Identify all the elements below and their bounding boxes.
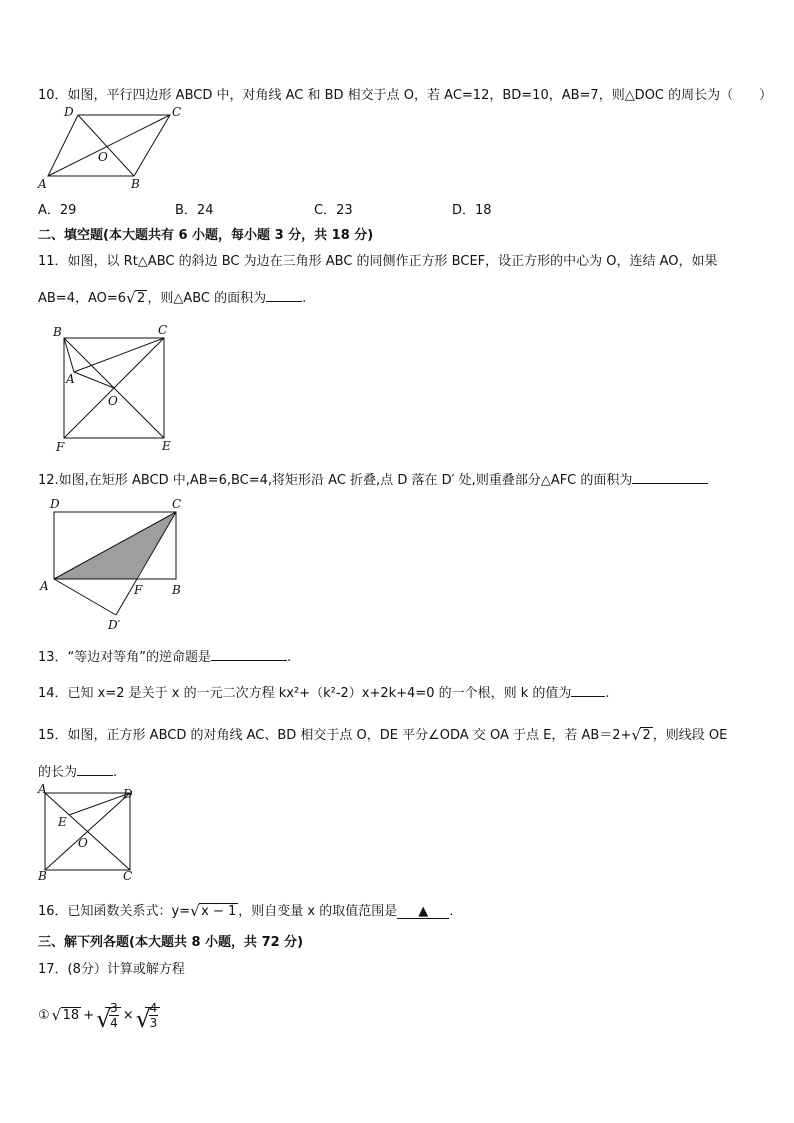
q15-square-figure (36, 784, 142, 884)
q10-label-O: O (98, 150, 108, 164)
q15-line2 (38, 761, 117, 780)
q17-sqrt-18-radicand: 18 (62, 1007, 80, 1023)
q12-text (38, 469, 708, 488)
q17-frac-1-num: 3 (110, 1000, 118, 1015)
q14-text-body: 14．已知 x=2 是关于 x 的一元二次方程 kx²+（k²-2）x+2k+4=0 的一个根，则 k 的值为 (38, 686, 572, 701)
q11-line2-a: AB=4，AO=6 (38, 291, 127, 306)
q10-label-B: B (131, 177, 140, 191)
q17-frac-2-den: 3 (149, 1015, 158, 1030)
q16-sqrt-radicand: x − 1 (201, 904, 237, 919)
q10-text: 10．如图，平行四边形 ABCD 中，对角线 AC 和 BD 相交于点 O，若 AC=12，BD=10，AB=7，则△DOC 的周长为（ ） (38, 88, 773, 103)
q13-end: . (287, 650, 292, 665)
q12-label-B: B (172, 583, 181, 597)
section-3-heading: 三、解下列各题(本大题共 8 小题，共 72 分) (38, 935, 304, 950)
q12-label-A: A (40, 579, 49, 593)
q12-text-body: 12.如图,在矩形 ABCD 中,AB=6,BC=4,将矩形沿 AC 折叠,点 D 落在 D′ 处,则重叠部分△AFC 的面积为 (38, 473, 633, 488)
q12-label-D: D (50, 497, 60, 511)
q16-text (38, 900, 453, 919)
q14-answer-blank[interactable] (571, 684, 605, 697)
q15-line1 (38, 724, 727, 743)
q11-line2-b: ，则△ABC 的面积为 (147, 291, 267, 306)
q15-label-E: E (58, 815, 67, 829)
section-2-heading: 二、填空题(本大题共有 6 小题，每小题 3 分，共 18 分) (38, 228, 374, 243)
q14-end: . (605, 686, 610, 701)
q11-answer-blank[interactable] (266, 289, 302, 302)
q11-label-O: O (108, 394, 118, 408)
q12-label-D-prime: D′ (108, 618, 121, 632)
q15-line1-a: 15．如图，正方形 ABCD 的对角线 AC、BD 相交于点 O，DE 平分∠ODA 交 OA 于点 E，若 AB＝2+ (38, 728, 632, 743)
q13-answer-blank[interactable] (211, 648, 287, 661)
q11-sqrt: √ 2 (126, 289, 146, 307)
q10-option-b[interactable]: B．24 (175, 203, 214, 218)
q11-label-B: B (53, 325, 62, 339)
q15-line1-b: ，则线段 OE (652, 728, 728, 743)
q10-label-C: C (172, 105, 182, 119)
q11-label-A: A (66, 372, 75, 386)
q11-sqrt-radicand: 2 (137, 291, 146, 306)
q16-answer-blank[interactable] (397, 906, 449, 919)
q10-label-A: A (38, 177, 47, 191)
q15-label-B: B (38, 869, 47, 883)
q10-option-d[interactable]: D．18 (452, 203, 492, 218)
q17-times: × (122, 1007, 134, 1023)
q12-label-C: C (172, 497, 182, 511)
q12-rectangle-figure (36, 495, 196, 635)
q17-frac-2-num: 4 (149, 1000, 158, 1015)
q11-square-figure (48, 320, 183, 455)
q11-line2-end: . (302, 291, 307, 306)
q13-text-body: 13．“等边对等角”的逆命题是 (38, 650, 212, 665)
q11-label-E: E (162, 439, 171, 453)
q17-expression (38, 995, 160, 1035)
q15-label-O: O (78, 836, 88, 850)
q10-option-c[interactable]: C．23 (314, 203, 353, 218)
q11-label-C: C (158, 323, 168, 337)
q17-title: 17．(8分）计算或解方程 (38, 962, 185, 977)
q13-text (38, 646, 291, 665)
q16-text-a: 16．已知函数关系式：y= (38, 904, 191, 919)
q10-option-a[interactable]: A．29 (38, 203, 77, 218)
q17-sqrt-frac-2: √ $\frac{4}{3}$ (136, 1001, 161, 1030)
q17-item-number: ① (38, 1007, 50, 1023)
q11-line1: 11．如图，以 Rt△ABC 的斜边 BC 为边在三角形 ABC 的同侧作正方形 BCEF，设正方形的中心为 O，连结 AO，如果 (38, 254, 718, 269)
q15-line2-end: . (113, 765, 118, 780)
q14-text (38, 682, 610, 701)
q15-label-C: C (123, 869, 133, 883)
q10-parallelogram-figure (34, 103, 184, 193)
q17-sqrt-18: √ 18 (51, 1005, 80, 1024)
q11-line2 (38, 287, 306, 306)
q12-label-F: F (134, 583, 143, 597)
q10-label-D: D (64, 105, 74, 119)
q17-sqrt-frac-1: √ $\frac{3}{4}$ (96, 1001, 121, 1030)
q16-end: . (449, 904, 454, 919)
q15-answer-blank[interactable] (77, 763, 113, 776)
q16-triangle-mark: ▲ (418, 904, 429, 919)
q16-text-b: ，则自变量 x 的取值范围是 (238, 904, 398, 919)
q12-answer-blank[interactable] (632, 471, 708, 484)
q15-line2-text: 的长为 (38, 765, 78, 780)
q17-plus: + (83, 1007, 95, 1023)
q16-sqrt: √ x − 1 (190, 902, 237, 920)
q11-label-F: F (56, 440, 65, 454)
q15-label-A: A (38, 784, 47, 796)
q15-label-D: D (123, 787, 133, 801)
q15-sqrt-radicand: 2 (642, 728, 651, 743)
q17-frac-1-den: 4 (110, 1015, 118, 1030)
q15-sqrt: √ 2 (631, 726, 651, 744)
